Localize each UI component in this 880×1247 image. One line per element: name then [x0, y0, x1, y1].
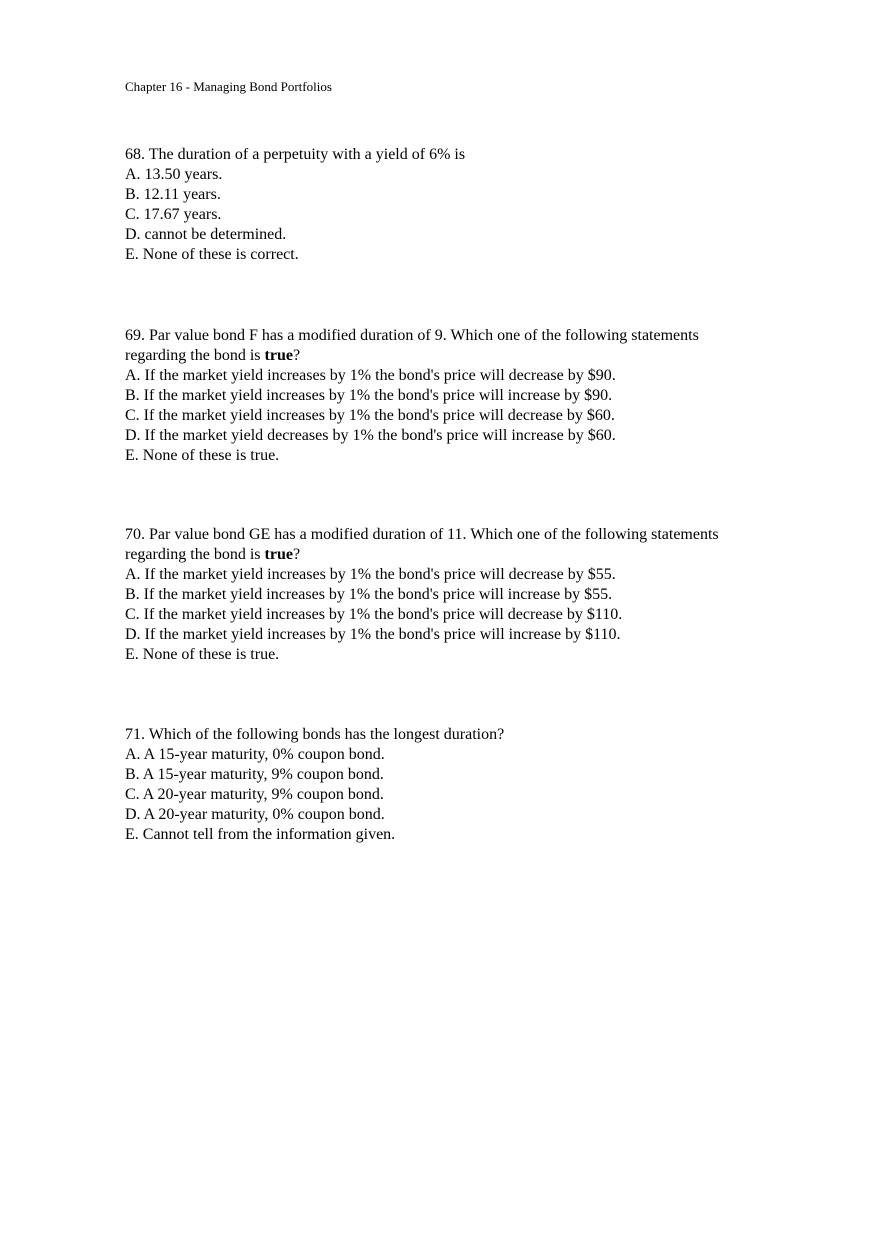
option-c: C. If the market yield increases by 1% the bond's price will decrease by $60.	[125, 407, 615, 424]
option-b: B. 12.11 years.	[125, 186, 221, 203]
option-a: A. 13.50 years.	[125, 166, 223, 183]
option-b: B. If the market yield increases by 1% the bond's price will increase by $90.	[125, 387, 613, 404]
question-stem: 68. The duration of a perpetuity with a yield of 6% is	[125, 146, 466, 163]
option-a: A. If the market yield increases by 1% the bond's price will decrease by $90.	[125, 367, 616, 384]
option-d: D. If the market yield decreases by 1% the bond's price will increase by $60.	[125, 427, 616, 444]
option-e: E. None of these is correct.	[125, 246, 299, 263]
option-c: C. If the market yield increases by 1% the bond's price will decrease by $110.	[125, 606, 623, 623]
option-e: E. None of these is true.	[125, 447, 280, 464]
question-68	[125, 145, 805, 265]
stem-prefix: regarding the bond is	[125, 347, 265, 364]
option-e: E. Cannot tell from the information given.	[125, 826, 396, 843]
option-d: D. If the market yield increases by 1% the bond's price will increase by $110.	[125, 626, 621, 643]
stem-emphasis: true	[264, 546, 293, 563]
question-69	[125, 326, 805, 466]
stem-suffix: ?	[292, 347, 301, 364]
question-70	[125, 525, 805, 665]
option-d: D. A 20-year maturity, 0% coupon bond.	[125, 806, 385, 823]
stem-emphasis: true	[264, 347, 293, 364]
option-a: A. If the market yield increases by 1% the bond's price will decrease by $55.	[125, 566, 616, 583]
question-stem: 71. Which of the following bonds has the longest duration?	[125, 726, 505, 743]
option-c: C. 17.67 years.	[125, 206, 222, 223]
option-c: C. A 20-year maturity, 9% coupon bond.	[125, 786, 384, 803]
option-a: A. A 15-year maturity, 0% coupon bond.	[125, 746, 385, 763]
question-stem-line1: 69. Par value bond F has a modified duration of 9. Which one of the following statements	[125, 327, 699, 344]
option-e: E. None of these is true.	[125, 646, 280, 663]
question-stem-line2	[125, 346, 805, 366]
stem-prefix: regarding the bond is	[125, 546, 265, 563]
question-stem-line2	[125, 545, 805, 565]
option-b: B. A 15-year maturity, 9% coupon bond.	[125, 766, 384, 783]
stem-suffix: ?	[292, 546, 301, 563]
question-stem-line1: 70. Par value bond GE has a modified duration of 11. Which one of the following statements	[125, 526, 719, 543]
option-b: B. If the market yield increases by 1% the bond's price will increase by $55.	[125, 586, 613, 603]
chapter-header: Chapter 16 - Managing Bond Portfolios	[125, 79, 332, 94]
option-d: D. cannot be determined.	[125, 226, 287, 243]
question-71	[125, 725, 805, 845]
